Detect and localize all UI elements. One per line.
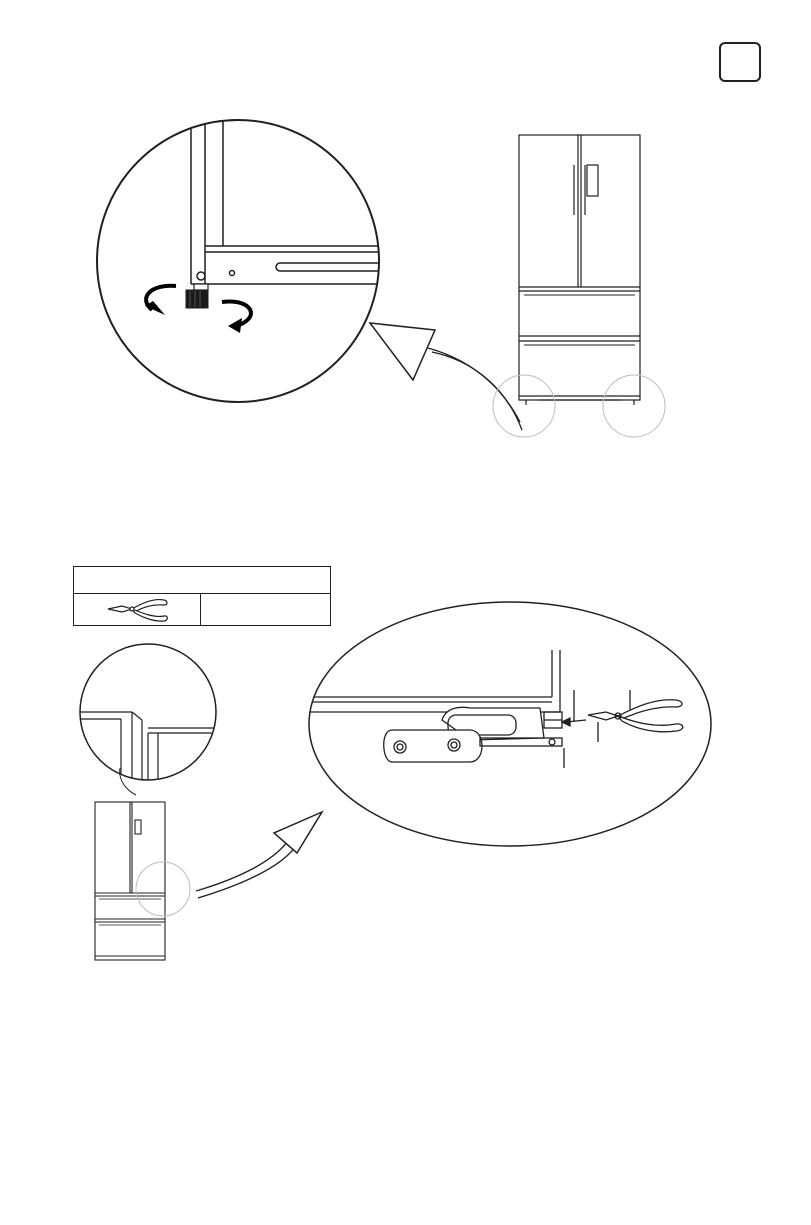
tool-table-icon-cell — [74, 594, 201, 625]
foot-zoom-circle-right — [603, 375, 665, 437]
zoom-circle-leveling — [97, 110, 390, 402]
hinge-zoom-marker-circle — [136, 862, 190, 916]
pliers-icon — [588, 700, 683, 732]
tool-table — [73, 566, 331, 626]
zoom-circle-door-corner — [80, 644, 216, 795]
refrigerator-icon — [519, 135, 640, 405]
rotate-left-arrow-icon — [145, 286, 176, 315]
tool-table-header — [74, 567, 330, 594]
hinge-icon — [384, 707, 562, 762]
zoom-pointer-arrow-hinge — [196, 812, 322, 898]
zoom-pointer-arrow-leveling — [370, 323, 522, 430]
refrigerator-icon-small — [95, 802, 165, 960]
foot-zoom-circle-left — [493, 375, 555, 437]
zoom-ellipse-hinge — [300, 602, 711, 846]
rotate-right-arrow-icon — [222, 301, 251, 333]
tool-table-label-cell — [201, 594, 330, 625]
leveling-foot-icon — [186, 284, 208, 308]
